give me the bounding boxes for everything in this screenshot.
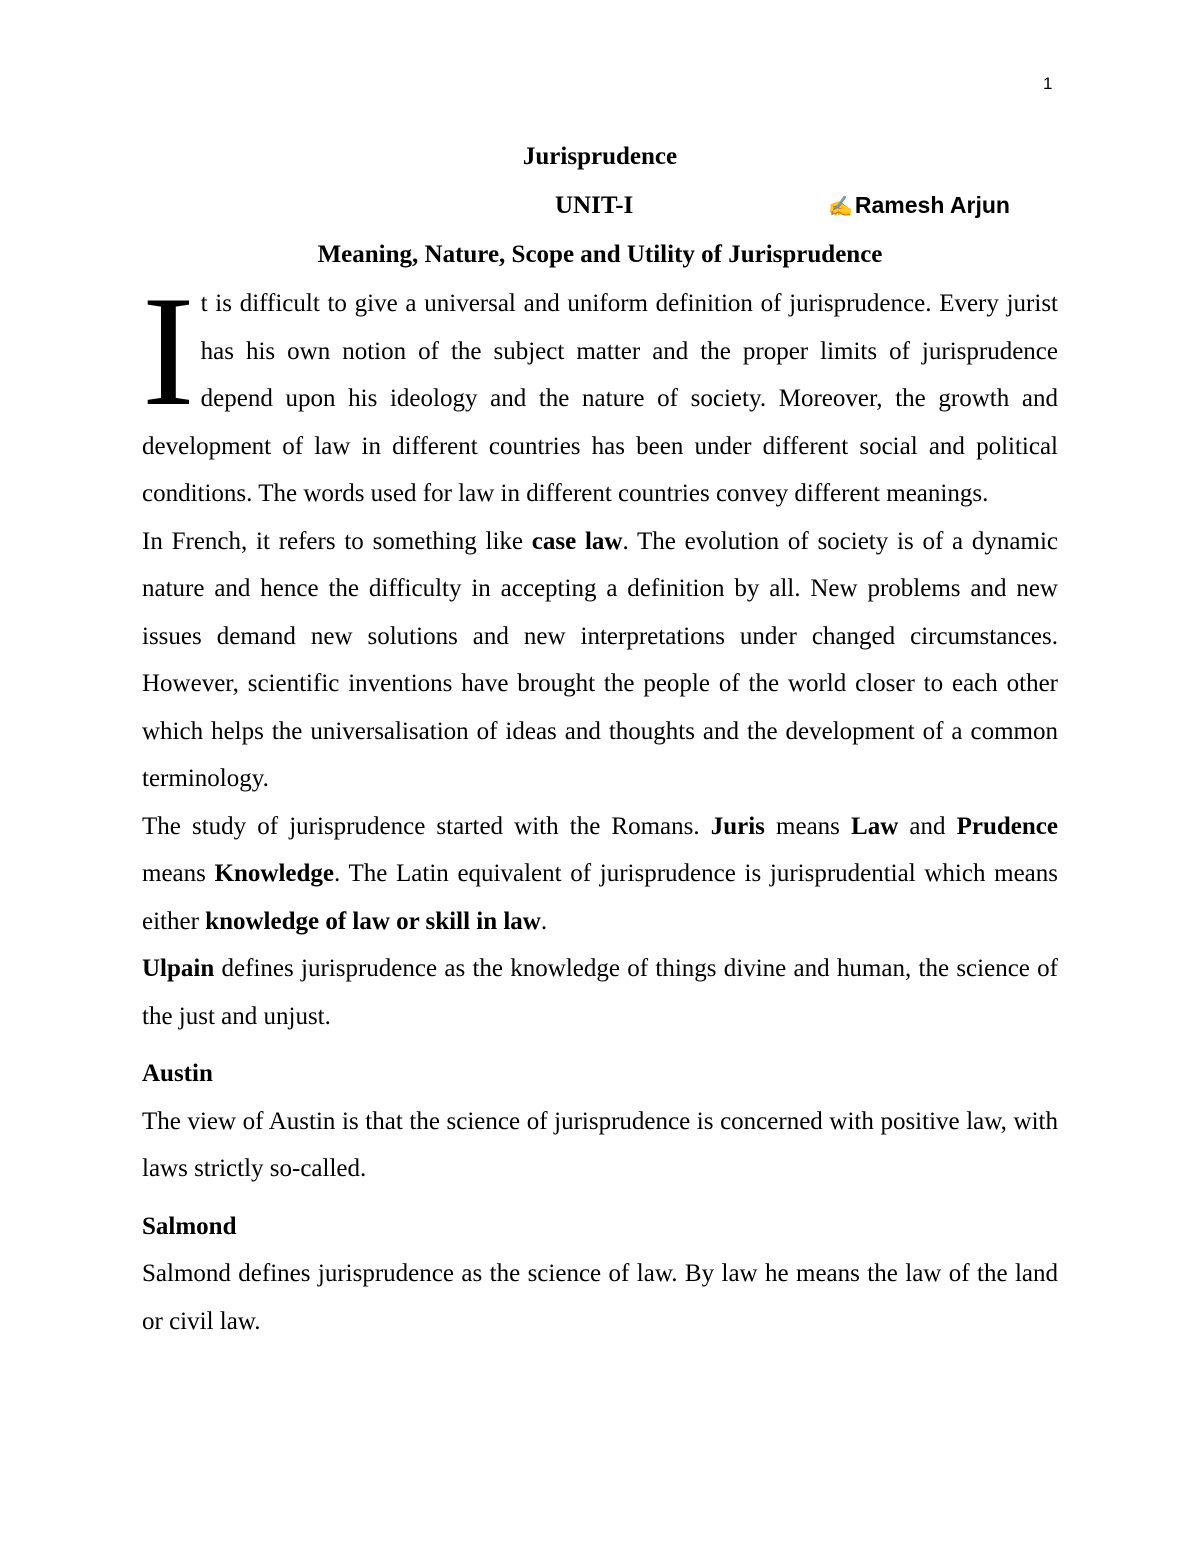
intro-paragraph <box>142 264 1058 518</box>
french-text-2: . The evolution of society is of a dynamic nature and hence the difficulty in accepting a definition by all. New problems and new issues demand new solutions and new interpretations under changed circumstances. However, scientific inventions have brought the people of the world closer to each other which helps the universalisation of ideas and thoughts and the development of a common terminology. <box>142 527 1059 792</box>
austin-heading: Austin <box>142 1060 213 1087</box>
unit-label: UNIT-I <box>555 192 634 219</box>
page-number: 1 <box>1043 74 1053 93</box>
author-line <box>828 192 1010 219</box>
intro-text: t is difficult to give a universal and uniform definition of jurisprudence. Every jurist has his own notion of the subject matter and the proper limits of jurisprudence depend upon his ideology and the nature of society. Moreover, the growth and development of law in different countries has been under different social and political conditions. The words used for law in different countries convey different meanings. <box>142 290 1058 507</box>
document-title: Jurisprudence <box>522 143 678 170</box>
romans-text-3: and <box>898 812 957 840</box>
romans-text-6: . <box>540 907 548 935</box>
austin-paragraph: The view of Austin is that the science of jurisprudence is concerned with positive law, with laws strictly so-called. <box>142 1107 1058 1182</box>
romans-bold-juris: Juris <box>710 812 765 840</box>
romans-bold-prudence: Prudence <box>956 812 1058 840</box>
romans-text-4: means <box>142 860 215 887</box>
pen-icon: ✍ <box>828 196 853 218</box>
french-bold-case-law: case law <box>531 527 623 555</box>
romans-bold-knowledge: Knowledge <box>214 860 334 887</box>
romans-text-2: means <box>764 812 852 840</box>
drop-cap: I <box>142 264 195 439</box>
ulpain-bold-name: Ulpain <box>142 955 215 982</box>
author-name: Ramesh Arjun <box>854 192 1010 218</box>
ulpain-paragraph <box>142 945 1058 1040</box>
document-subtitle: Meaning, Nature, Scope and Utility of Jurisprudence <box>317 241 883 268</box>
french-paragraph <box>142 518 1058 803</box>
document-body <box>142 264 1059 1345</box>
french-text-1: In French, it refers to something like <box>142 527 532 555</box>
romans-paragraph <box>142 803 1058 946</box>
romans-text-1: The study of jurisprudence started with the Romans. <box>142 812 711 840</box>
salmond-paragraph: Salmond defines jurisprudence as the science of law. By law he means the law of the land or civil law. <box>142 1260 1058 1335</box>
salmond-heading: Salmond <box>142 1212 237 1240</box>
romans-bold-law: Law <box>851 812 899 840</box>
romans-bold-knowledge-of-law: knowledge of law or skill in law <box>205 907 541 935</box>
romans-text-5: . The Latin equivalent of jurisprudence is jurisprudential which means either <box>142 860 1058 935</box>
ulpain-text: defines jurisprudence as the knowledge of things divine and human, the science of the just and unjust. <box>142 955 1058 1030</box>
